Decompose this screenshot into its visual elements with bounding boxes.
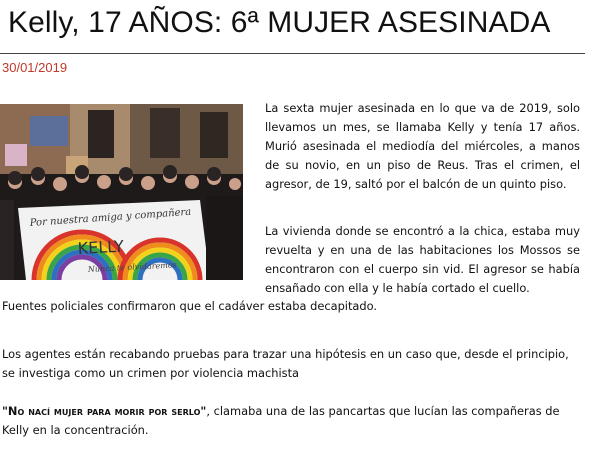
paragraph-2-continued: Fuentes policiales confirmaron que el cadáver estaba decapitado.: [2, 299, 378, 313]
paragraph-2: La vivienda donde se encontró a la chica, estaba muy revuelta y en una de las habitaciones los Mossos se encontraron con el cuerpo sin vid. El agresor se había ensañado con ella y le había cortado el cuello.: [265, 224, 580, 295]
title-rule: [0, 53, 585, 54]
article-title: Kelly, 17 AÑOS: 6ª MUJER ASESINADA: [8, 6, 551, 39]
banner-text-3: Nunca te olvidaremos: [87, 260, 177, 274]
quote-rest: , clamaba una de las pancartas que lucían las compañeras de Kelly en la concentración.: [2, 404, 560, 437]
paragraph-3: Los agentes están recabando pruebas para trazar una hipótesis en un caso que, desde el principio, se investiga como un crimen por violencia machista: [2, 347, 569, 380]
article-date: 30/01/2019: [2, 60, 68, 75]
paragraph-1: La sexta mujer asesinada en lo que va de 2019, solo llevamos un mes, se llamaba Kelly y tenía 17 años. Murió asesinada el mediodía del miércoles, a manos de su novio, en un piso de Reus. Tras el crimen, el agresor, de 19, saltó por el balcón de un quinto piso.: [265, 101, 580, 191]
banner-text-2: KELLY: [77, 236, 125, 258]
quote: "No nací mujer para morir por serlo": [2, 404, 207, 418]
banner-text-1: Por nuestra amiga y compañera: [29, 206, 192, 229]
paragraph-4: [2, 402, 580, 440]
article-photo: [0, 104, 243, 280]
